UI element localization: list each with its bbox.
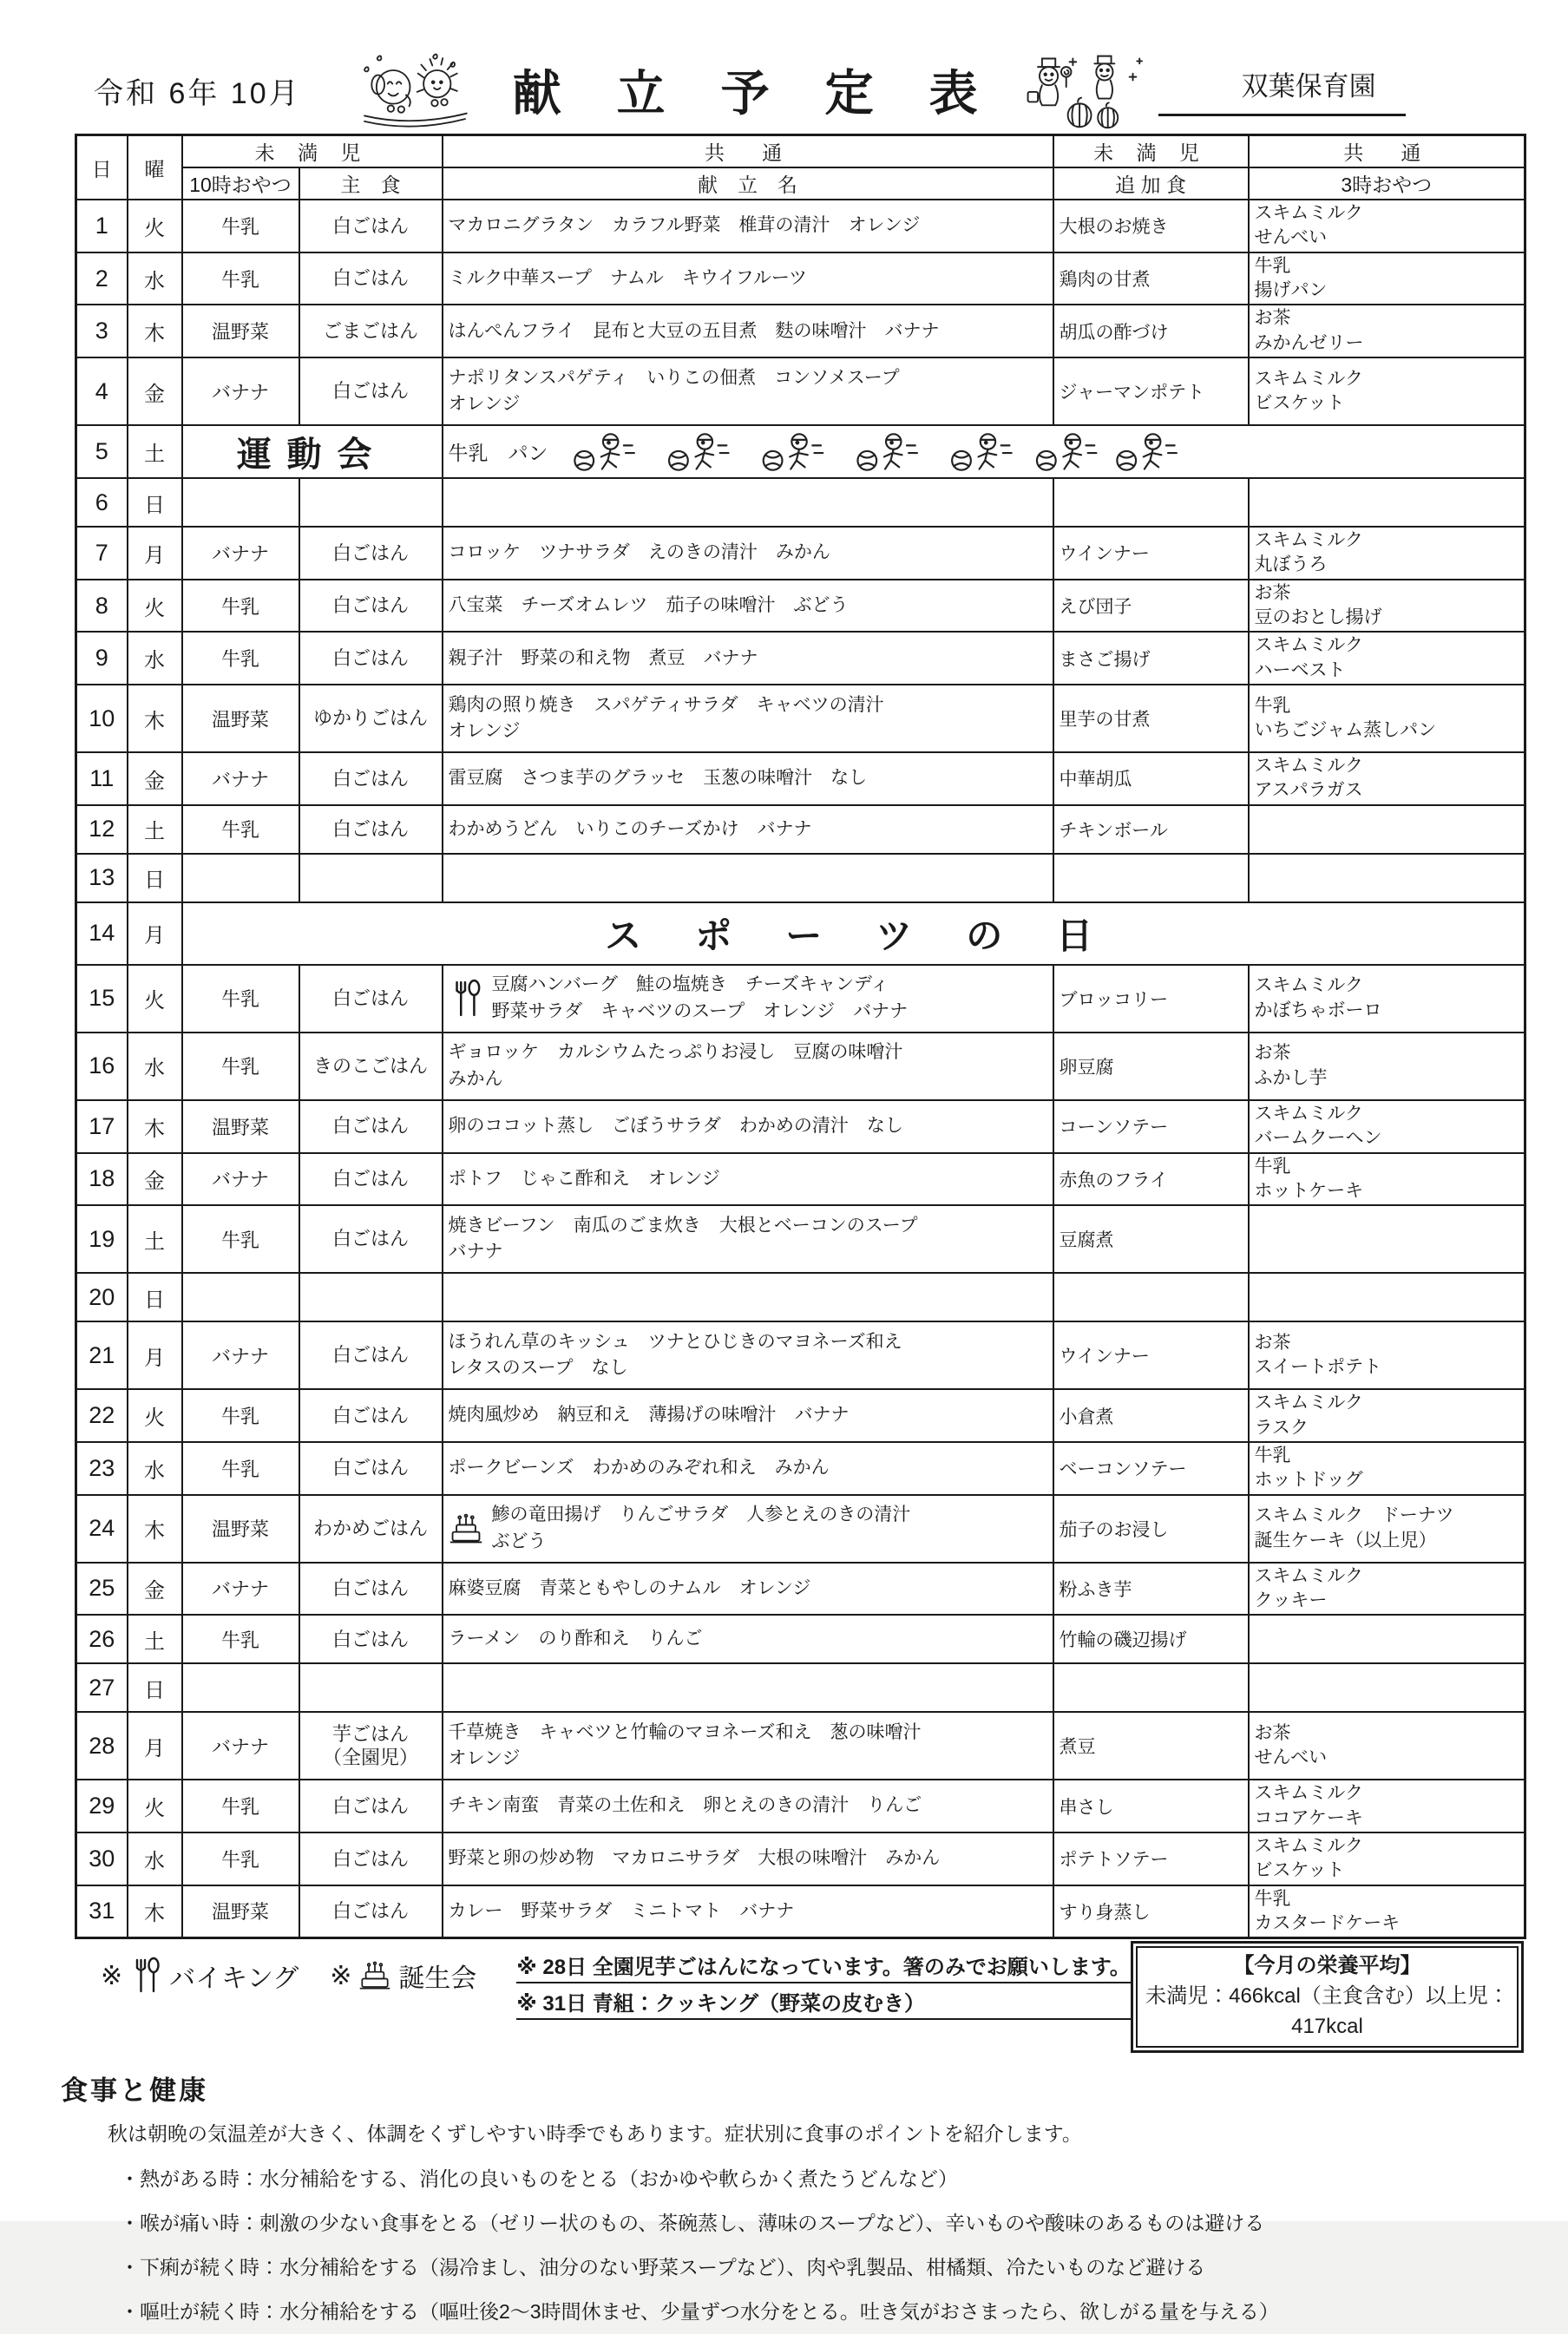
staple-cell: 白ごはん [299,357,443,425]
snack10-cell: バナナ [182,1321,299,1389]
menu-cell: ギョロッケ カルシウムたっぷりお浸し 豆腐の味噌汁 みかん [443,1033,1053,1100]
menu-cell [443,425,1525,478]
day-number: 15 [76,965,128,1033]
staple-cell: 芋ごはん （全園児） [299,1712,443,1780]
snack10-cell: 温野菜 [182,305,299,357]
weekday: 木 [128,1885,182,1938]
legend [101,1957,476,1995]
snack10-cell: 牛乳 [182,632,299,685]
additional-food-cell: えび団子 [1053,580,1249,633]
table-row [76,1321,1525,1389]
menu-cell: 焼肉風炒め 納豆和え 薄揚げの味噌汁 バナナ [443,1389,1053,1442]
weekday: 水 [128,1033,182,1100]
snack10-cell: 牛乳 [182,1780,299,1832]
day-number: 2 [76,252,128,305]
snack10-cell [182,854,299,902]
mascot-illustration [346,50,483,130]
staple-cell [299,478,443,527]
additional-food-cell [1053,854,1249,902]
snack3-cell: お茶 ふかし芋 [1249,1033,1525,1100]
staple-cell: 白ごはん [299,1153,443,1206]
snack3-cell [1249,1273,1525,1321]
group-header-common-right: 共 通 [1249,135,1525,168]
snack3-cell: お茶 せんべい [1249,1712,1525,1780]
table-row [76,1563,1525,1616]
nutrition-title: 【今月の栄養平均】 [1233,1954,1421,1978]
birthday-cake-icon [449,1509,483,1549]
col-header-snack10: 10時おやつ [182,167,299,200]
day-number: 30 [76,1832,128,1885]
day-number: 20 [76,1273,128,1321]
table-row [76,200,1525,252]
weekday: 土 [128,1205,182,1273]
menu-cell: 卵のココット蒸し ごぼうサラダ わかめの清汁 なし [443,1100,1053,1153]
weekday: 日 [128,1273,182,1321]
table-row [76,1100,1525,1153]
snack10-cell: 牛乳 [182,805,299,854]
nutrition-box [1131,1941,1524,2052]
snack10-cell: 牛乳 [182,252,299,305]
table-row [76,1495,1525,1563]
additional-food-cell: ウインナー [1053,527,1249,580]
weekday: 木 [128,305,182,357]
additional-food-cell: コーンソテー [1053,1100,1249,1153]
day-number: 9 [76,632,128,685]
table-row [76,1663,1525,1712]
health-intro: 秋は朝晩の気温差が大きく、体調をくずしやすい時季でもあります。症状別に食事のポイントを紹介します。 [108,2121,1082,2145]
table-row [76,1615,1525,1663]
day-number: 29 [76,1780,128,1832]
menu-cell: ポトフ じゃこ酢和え オレンジ [443,1153,1053,1206]
table-row [76,854,1525,902]
nutrition-box-inner [1136,1946,1519,2047]
staple-cell: 白ごはん [299,1321,443,1389]
menu-cell [443,854,1053,902]
note-line: ※ 31日 青組：クッキング（野菜の皮むき） [516,1986,1131,2020]
snack10-cell: 牛乳 [182,1389,299,1442]
weekday: 火 [128,580,182,633]
weekday: 水 [128,252,182,305]
table-row [76,1442,1525,1495]
staple-cell: 白ごはん [299,1780,443,1832]
menu-cell: 鶏肉の照り焼き スパゲティサラダ キャベツの清汁 オレンジ [443,685,1053,752]
weekday: 火 [128,200,182,252]
menu-cell: ミルク中華スープ ナムル キウイフルーツ [443,252,1053,305]
staple-cell: わかめごはん [299,1495,443,1563]
table-row [76,805,1525,854]
school-name: 双葉保育園 [1158,64,1406,116]
table-row [76,1780,1525,1832]
snack10-cell: バナナ [182,1563,299,1616]
day-number: 24 [76,1495,128,1563]
menu-cell: 麻婆豆腐 青菜ともやしのナムル オレンジ [443,1563,1053,1616]
snack3-cell: スキムミルク クッキー [1249,1563,1525,1616]
snack10-cell: バナナ [182,527,299,580]
additional-food-cell: 竹輪の磯辺揚げ [1053,1615,1249,1663]
day-number: 16 [76,1033,128,1100]
staple-cell: 白ごはん [299,1205,443,1273]
table-row [76,1712,1525,1780]
weekday: 月 [128,527,182,580]
menu-cell [443,478,1053,527]
day-number: 18 [76,1153,128,1206]
menu-cell: 雷豆腐 さつま芋のグラッセ 玉葱の味噌汁 なし [443,752,1053,805]
menu-cell: ラーメン のり酢和え りんご [443,1615,1053,1663]
day-number: 10 [76,685,128,752]
document-date: 令和 6年 10月 [94,76,301,110]
day-number: 28 [76,1712,128,1780]
menu-cell: コロッケ ツナサラダ えのきの清汁 みかん [443,527,1053,580]
staple-cell: 白ごはん [299,752,443,805]
footer [75,1943,1524,2052]
staple-cell: 白ごはん [299,200,443,252]
staple-cell: 白ごはん [299,632,443,685]
health-bullet: ・熱がある時：水分補給をする、消化の良いものをとる（おかゆや軟らかく煮たうどんなど） [120,2167,958,2190]
weekday: 月 [128,902,182,965]
menu-cell: カレー 野菜サラダ ミニトマト バナナ [443,1885,1053,1938]
additional-food-cell: 粉ふき芋 [1053,1563,1249,1616]
snack10-cell: 温野菜 [182,1100,299,1153]
snack3-cell: 牛乳 ホットケーキ [1249,1153,1525,1206]
halloween-illustration [1007,49,1155,132]
snack3-cell: 牛乳 カスタードケーキ [1249,1885,1525,1938]
health-bullet: ・喉が痛い時：刺激の少ない食事をとる（ゼリー状のもの、茶碗蒸し、薄味のスープなど）、辛いものや酸味のあるものは避ける [120,2211,1265,2234]
snack3-cell: 牛乳 いちごジャム蒸しパン [1249,685,1525,752]
nutrition-values: 未満児：466kcal（主食含む）以上児：417kcal [1145,1984,1509,2038]
staple-cell: 白ごはん [299,1100,443,1153]
table-row [76,1205,1525,1273]
menu-cell: 焼きビーフン 南瓜のごま炊き 大根とベーコンのスープ バナナ [443,1205,1053,1273]
weekday: 日 [128,854,182,902]
col-header-addfood: 追 加 食 [1053,167,1249,200]
menu-cell [443,1273,1053,1321]
staple-cell: 白ごはん [299,1832,443,1885]
additional-food-cell: まさご揚げ [1053,632,1249,685]
table-row [76,965,1525,1033]
additional-food-cell: 煮豆 [1053,1712,1249,1780]
day-number: 23 [76,1442,128,1495]
additional-food-cell: 卵豆腐 [1053,1033,1249,1100]
snack10-cell: 牛乳 [182,1832,299,1885]
table-row [76,1389,1525,1442]
day-number: 5 [76,425,128,478]
snack10-cell: バナナ [182,357,299,425]
snack3-cell: スキムミルク 丸ぼうろ [1249,527,1525,580]
staple-cell: 白ごはん [299,805,443,854]
staple-cell: ゆかりごはん [299,685,443,752]
menu-cell: 八宝菜 チーズオムレツ 茄子の味噌汁 ぶどう [443,580,1053,633]
sports-day-illustration [571,430,1256,474]
weekday: 水 [128,1442,182,1495]
birthday-cake-icon [358,1957,391,1995]
day-number: 17 [76,1100,128,1153]
day-number: 25 [76,1563,128,1616]
staple-cell: 白ごはん [299,965,443,1033]
additional-food-cell: 中華胡瓜 [1053,752,1249,805]
day-number: 4 [76,357,128,425]
weekday: 日 [128,1663,182,1712]
weekday: 土 [128,805,182,854]
col-header-staple: 主 食 [299,167,443,200]
snack3-cell [1249,1615,1525,1663]
additional-food-cell: チキンボール [1053,805,1249,854]
snack10-cell [182,1273,299,1321]
group-header-common: 共 通 [443,135,1053,168]
snack3-cell: お茶 スイートポテト [1249,1321,1525,1389]
snack10-cell: バナナ [182,752,299,805]
fork-spoon-icon [129,1957,162,1995]
additional-food-cell: 茄子のお浸し [1053,1495,1249,1563]
table-row [76,527,1525,580]
weekday: 水 [128,632,182,685]
additional-food-cell: ポテトソテー [1053,1832,1249,1885]
day-number: 12 [76,805,128,854]
col-header-weekday: 曜 [128,135,182,200]
day-number: 1 [76,200,128,252]
snack3-cell [1249,1663,1525,1712]
additional-food-cell: ベーコンソテー [1053,1442,1249,1495]
snack10-cell: 温野菜 [182,1885,299,1938]
weekday: 火 [128,965,182,1033]
note-line: ※ 28日 全園児芋ごはんになっています。箸のみでお願いします。 [516,1950,1131,1983]
table-row [76,1273,1525,1321]
weekday: 木 [128,685,182,752]
additional-food-cell: 里芋の甘煮 [1053,685,1249,752]
snack3-cell: スキムミルク ココアケーキ [1249,1780,1525,1832]
snack10-cell: バナナ [182,1712,299,1780]
snack10-cell: 温野菜 [182,1495,299,1563]
staple-cell: 白ごはん [299,1885,443,1938]
additional-food-cell: 胡瓜の酢づけ [1053,305,1249,357]
staple-cell [299,854,443,902]
additional-food-cell: 豆腐煮 [1053,1205,1249,1273]
holiday-banner: ス ポ ー ツ の 日 [182,902,1525,965]
additional-food-cell [1053,1663,1249,1712]
menu-cell: チキン南蛮 青菜の土佐和え 卵とえのきの清汁 りんご [443,1780,1053,1832]
menu-text: 牛乳 パン [448,442,548,465]
col-header-snack3: 3時おやつ [1249,167,1525,200]
weekday: 土 [128,1615,182,1663]
staple-cell: 白ごはん [299,1563,443,1616]
note-marker: ※ [330,1961,352,1990]
additional-food-cell: すり身蒸し [1053,1885,1249,1938]
table-row [76,305,1525,357]
snack3-cell: スキムミルク アスパラガス [1249,752,1525,805]
menu-cell: ほうれん草のキッシュ ツナとひじきのマヨネーズ和え レタスのスープ なし [443,1321,1053,1389]
snack3-cell: スキムミルク ドーナツ 誕生ケーキ（以上児） [1249,1495,1525,1563]
weekday: 金 [128,1563,182,1616]
snack3-cell: 牛乳 揚げパン [1249,252,1525,305]
health-bullet: ・嘔吐が続く時：水分補給をする（嘔吐後2～3時間休ませ、少量ずつ水分をとる。吐き気がおさまったら、欲しがる量を与える） [120,2299,1279,2323]
legend-birthday-label: 誕生会 [398,1964,477,1994]
weekday: 月 [128,1321,182,1389]
day-number: 31 [76,1885,128,1938]
group-header-under3-right: 未 満 児 [1053,135,1249,168]
fork-spoon-icon [449,979,483,1019]
note-marker: ※ [101,1961,123,1990]
additional-food-cell: ブロッコリー [1053,965,1249,1033]
day-number: 7 [76,527,128,580]
table-row [76,425,1525,478]
document-header [75,50,1525,130]
menu-cell: わかめうどん いりこのチーズかけ バナナ [443,805,1053,854]
menu-cell: 親子汁 野菜の和え物 煮豆 バナナ [443,632,1053,685]
table-header-group-row [76,135,1525,168]
snack10-cell: 牛乳 [182,1442,299,1495]
additional-food-cell [1053,478,1249,527]
snack3-cell: スキムミルク ビスケット [1249,357,1525,425]
snack3-cell [1249,854,1525,902]
menu-cell: 鯵の竜田揚げ りんごサラダ 人参とえのきの清汁 ぶどう [443,1495,1053,1563]
day-number: 6 [76,478,128,527]
event-label: 運動会 [182,425,443,478]
snack3-cell [1249,1205,1525,1273]
snack10-cell [182,1663,299,1712]
additional-food-cell: 鶏肉の甘煮 [1053,252,1249,305]
menu-table [75,134,1526,1939]
day-number: 14 [76,902,128,965]
staple-cell: 白ごはん [299,252,443,305]
staple-cell: きのこごはん [299,1033,443,1100]
snack10-cell: 牛乳 [182,965,299,1033]
weekday: 金 [128,1153,182,1206]
snack10-cell: 牛乳 [182,1205,299,1273]
col-header-day: 日 [76,135,128,200]
day-number: 13 [76,854,128,902]
snack3-cell: スキムミルク ハーベスト [1249,632,1525,685]
additional-food-cell: ウインナー [1053,1321,1249,1389]
snack3-cell: スキムミルク ラスク [1249,1389,1525,1442]
additional-food-cell: 小倉煮 [1053,1389,1249,1442]
weekday: 日 [128,478,182,527]
health-title: 食事と健康 [61,2075,208,2106]
snack3-cell: スキムミルク かぼちゃボーロ [1249,965,1525,1033]
weekday: 土 [128,425,182,478]
day-number: 19 [76,1205,128,1273]
table-row [76,580,1525,633]
additional-food-cell: 大根のお焼き [1053,200,1249,252]
additional-food-cell: ジャーマンポテト [1053,357,1249,425]
snack3-cell [1249,805,1525,854]
staple-cell: ごまごはん [299,305,443,357]
notes [516,1950,1131,2023]
staple-cell: 白ごはん [299,1389,443,1442]
staple-cell [299,1663,443,1712]
menu-cell: 野菜と卵の炒め物 マカロニサラダ 大根の味噌汁 みかん [443,1832,1053,1885]
health-bullet: ・下痢が続く時：水分補給をする（湯冷まし、油分のない野菜スープなど）、肉や乳製品、柑橘類、冷たいものなど避ける [120,2255,1206,2278]
day-number: 11 [76,752,128,805]
weekday: 月 [128,1712,182,1780]
table-row [76,632,1525,685]
table-header-row [76,167,1525,200]
menu-cell [443,1663,1053,1712]
weekday: 木 [128,1495,182,1563]
table-row [76,357,1525,425]
menu-cell: ポークビーンズ わかめのみぞれ和え みかん [443,1442,1053,1495]
snack10-cell: 牛乳 [182,1615,299,1663]
staple-cell: 白ごはん [299,527,443,580]
table-row [76,1885,1525,1938]
snack3-cell [1249,478,1525,527]
menu-cell: 豆腐ハンバーグ 鮭の塩焼き チーズキャンディ 野菜サラダ キャベツのスープ オレンジ バナナ [443,965,1053,1033]
additional-food-cell: 串さし [1053,1780,1249,1832]
snack10-cell [182,478,299,527]
menu-cell: 千草焼き キャベツと竹輪のマヨネーズ和え 葱の味噌汁 オレンジ [443,1712,1053,1780]
weekday: 火 [128,1780,182,1832]
snack3-cell: スキムミルク ビスケット [1249,1832,1525,1885]
snack3-cell: スキムミルク バームクーヘン [1249,1100,1525,1153]
weekday: 木 [128,1100,182,1153]
weekday: 金 [128,357,182,425]
table-row [76,902,1525,965]
col-header-menu: 献 立 名 [443,167,1053,200]
health-section [61,2068,1525,2334]
table-row [76,478,1525,527]
menu-cell: はんぺんフライ 昆布と大豆の五目煮 麩の味噌汁 バナナ [443,305,1053,357]
page-title: 献立予定表 [512,66,1033,121]
day-number: 21 [76,1321,128,1389]
snack10-cell: 牛乳 [182,1033,299,1100]
menu-cell: マカロニグラタン カラフル野菜 椎茸の清汁 オレンジ [443,200,1053,252]
weekday: 金 [128,752,182,805]
day-number: 22 [76,1389,128,1442]
day-number: 27 [76,1663,128,1712]
legend-viking-label: バイキング [169,1964,299,1994]
snack3-cell: お茶 豆のおとし揚げ [1249,580,1525,633]
staple-cell: 白ごはん [299,580,443,633]
staple-cell: 白ごはん [299,1615,443,1663]
snack10-cell: 牛乳 [182,200,299,252]
group-header-under3: 未 満 児 [182,135,443,168]
table-row [76,1832,1525,1885]
additional-food-cell: 赤魚のフライ [1053,1153,1249,1206]
weekday: 火 [128,1389,182,1442]
table-row [76,685,1525,752]
day-number: 8 [76,580,128,633]
table-row [76,1033,1525,1100]
menu-cell: ナポリタンスパゲティ いりこの佃煮 コンソメスープ オレンジ [443,357,1053,425]
additional-food-cell [1053,1273,1249,1321]
snack10-cell: 温野菜 [182,685,299,752]
table-row [76,752,1525,805]
day-number: 26 [76,1615,128,1663]
staple-cell: 白ごはん [299,1442,443,1495]
weekday: 水 [128,1832,182,1885]
table-row [76,1153,1525,1206]
table-row [76,252,1525,305]
staple-cell [299,1273,443,1321]
snack3-cell: 牛乳 ホットドッグ [1249,1442,1525,1495]
snack10-cell: 牛乳 [182,580,299,633]
snack3-cell: お茶 みかんゼリー [1249,305,1525,357]
snack3-cell: スキムミルク せんべい [1249,200,1525,252]
snack10-cell: バナナ [182,1153,299,1206]
day-number: 3 [76,305,128,357]
